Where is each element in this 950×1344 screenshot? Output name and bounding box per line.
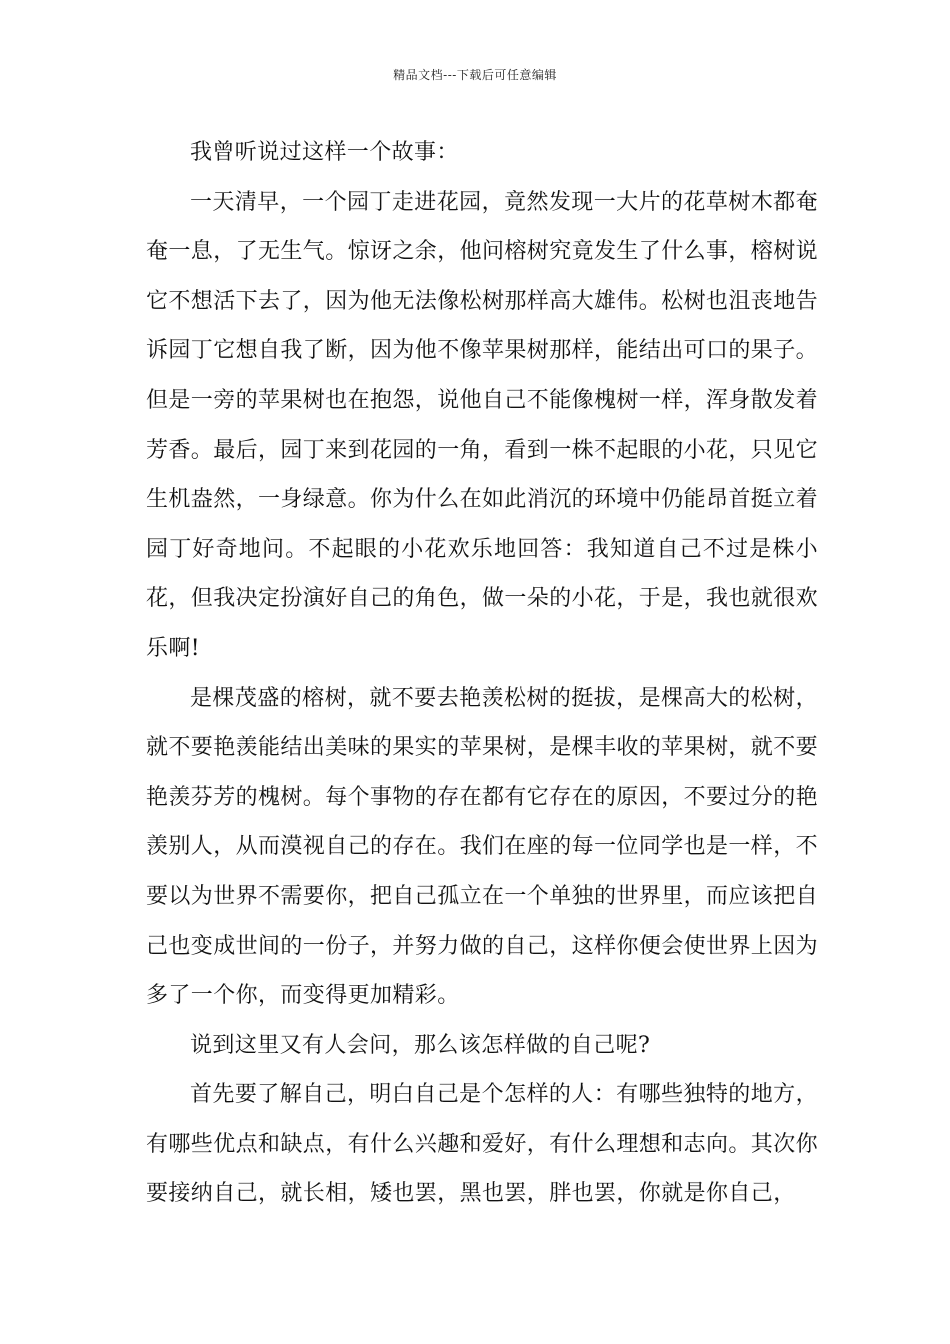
paragraph: 一天清早，一个园丁走进花园，竟然发现一大片的花草树木都奄奄一息，了无生气。惊讶之余，他问榕树究竟发生了什么事，榕树说它不想活下去了，因为他无法像松树那样高大雄伟。松树也沮丧地告诉园丁它想自我了断，因为他不像苹果树那样，能结出可口的果子。但是一旁的苹果树也在抱怨，说他自己不能像槐树一样，浑身散发着芳香。最后，园丁来到花园的一角，看到一株不起眼的小花，只见它生机盎然，一身绿意。你为什么在如此消沉的环境中仍能昂首挺立着园丁好奇地问。不起眼的小花欢乐地回答：我知道自己不过是株小花，但我决定扮演好自己的角色，做一朵的小花，于是，我也就很欢乐啊! xyxy=(146,189,819,661)
paragraph: 是棵茂盛的榕树，就不要去艳羡松树的挺拔，是棵高大的松树，就不要艳羡能结出美味的果实的苹果树，是棵丰收的苹果树，就不要艳羡芬芳的槐树。每个事物的存在都有它存在的原因，不要过分的艳羡别人，从而漠视自己的存在。我们在座的每一位同学也是一样，不要以为世界不需要你，把自己孤立在一个单独的世界里，而应该把自己也变成世间的一份子，并努力做的自己，这样你便会使世界上因为多了一个你，而变得更加精彩。 xyxy=(146,685,819,1009)
page-header: 精品文档---下载后可任意编辑 xyxy=(393,68,557,82)
paragraph: 说到这里又有人会问，那么该怎样做的自己呢? xyxy=(190,1032,651,1058)
paragraph: 首先要了解自己，明白自己是个怎样的人：有哪些独特的地方，有哪些优点和缺点，有什么兴趣和爱好，有什么理想和志向。其次你要接纳自己，就长相，矮也罢，黑也罢，胖也罢，你就是你自己， xyxy=(146,1082,819,1207)
document-body xyxy=(146,128,818,1219)
paragraph: 我曾听说过这样一个故事： xyxy=(190,140,459,165)
